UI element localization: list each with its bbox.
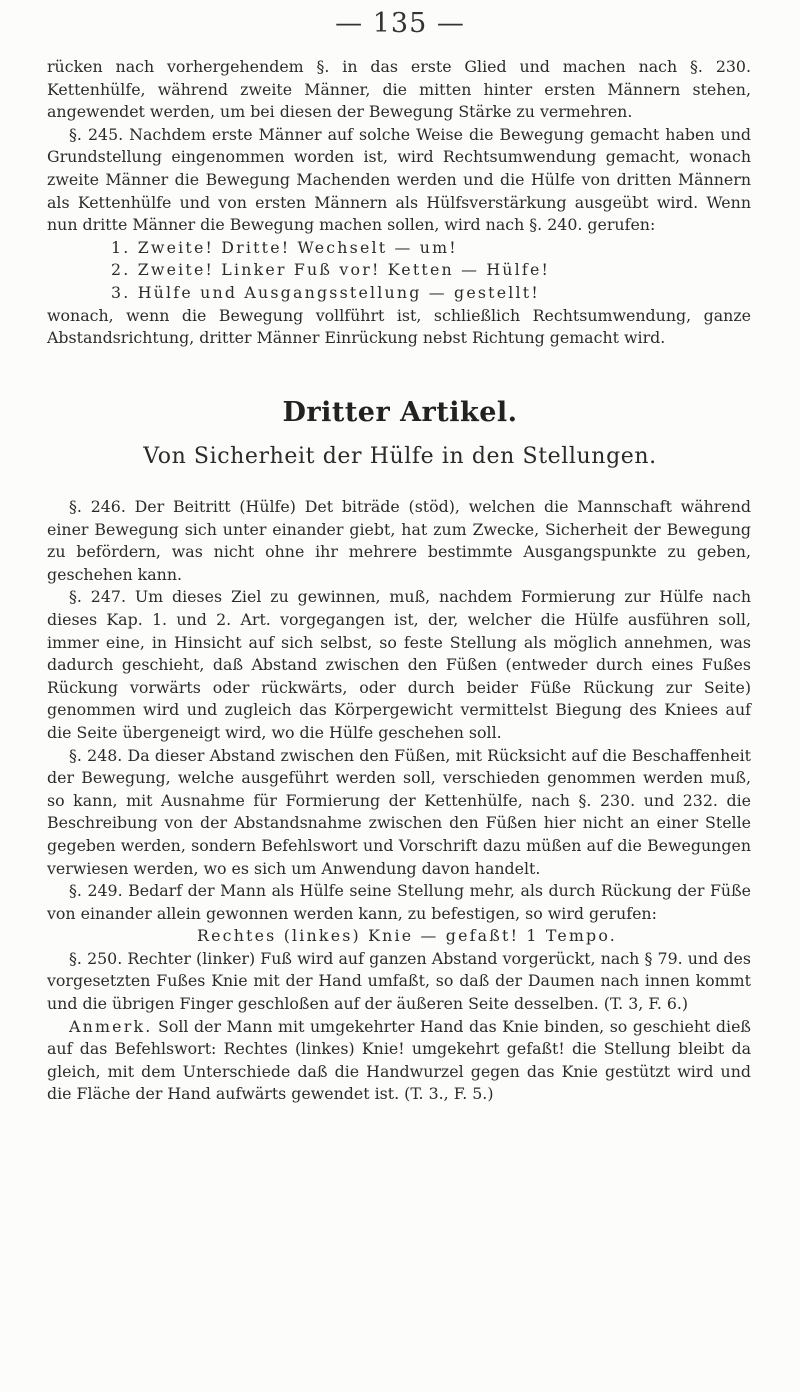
- annotation-text: Soll der Mann mit umgekehrter Hand das Knie binden, so geschieht dieß auf das Befehlswort: Rechtes (linkes) Knie! umgekehrt gefaßt! die Stellung bleibt da gleich, mit dem Unterschiede daß die Handwurzel gegen das Knie gestützt wird und die Fläche der Hand aufwärts gewendet ist. (T. 3., F. 5.): [47, 1016, 751, 1104]
- bottom-text-block: [47, 496, 751, 1106]
- article-heading: Dritter Artikel.: [282, 397, 518, 428]
- paragraph-245-end: wonach, wenn die Bewegung vollführt ist, schließlich Rechtsumwendung, ganze Abstandsrichtung, dritter Männer Einrückung nebst Richtung gemacht wird.: [47, 305, 751, 348]
- paragraph-245: §. 245. Nachdem erste Männer auf solche Weise die Bewegung gemacht haben und Grundstellung eingenommen worden ist, wird Rechtsumwendung gemacht, wonach zweite Männer die Bewegung Machenden werden und die Hülfe von dritten Männern als Kettenhülfe und von ersten Männern als Hülfsverstärkung ausgeübt wird. Wenn nun dritte Männer die Bewegung machen sollen, wird nach §. 240. gerufen:: [47, 124, 751, 235]
- command-line-3: 3. Hülfe und Ausgangsstellung — gestellt!: [111, 282, 540, 302]
- command-line-2: 2. Zweite! Linker Fuß vor! Ketten — Hülfe!: [111, 260, 551, 280]
- annotation: [47, 1016, 751, 1106]
- command-line-1: 1. Zweite! Dritte! Wechselt — um!: [111, 237, 458, 257]
- page-number: — 135 —: [335, 8, 465, 39]
- paragraph-250: §. 250. Rechter (linker) Fuß wird auf ganzen Abstand vorgerückt, nach § 79. und des vorgesetzten Fußes Knie mit der Hand umfaßt, so daß der Daumen nach innen kommt und die übrigen Finger geschloßen auf der äußeren Seite desselben. (T. 3, F. 6.): [47, 948, 751, 1014]
- article-subheading: Von Sicherheit der Hülfe in den Stellungen.: [143, 444, 657, 469]
- paragraph-246: §. 246. Der Beitritt (Hülfe) Det biträde (stöd), welchen die Mannschaft während einer Bewegung sich unter einander giebt, hat zum Zwecke, Sicherheit der Bewegung zu befördern, was nicht ohne ihr mehrere bestimmte Ausgangspunkte zu geben, geschehen kann.: [47, 497, 751, 584]
- annotation-label: Anmerk.: [69, 1016, 153, 1036]
- top-text-block: [47, 56, 751, 350]
- paragraph-248: §. 248. Da dieser Abstand zwischen den Füßen, mit Rücksicht auf die Beschaffenheit der Bewegung, welche ausgeführt werden soll, verschieden genommen werden muß, so kann, mit Ausnahme für Formierung der Kettenhülfe, nach §. 230. und 232. die Beschreibung von der Abstandsnahme zwischen den Füßen hier nicht an einer Stelle gegeben werden, sondern Befehlswort und Vorschrift dazu müßen auf die Bewegungen verwiesen werden, wo es sich um Anwendung davon handelt.: [47, 745, 751, 878]
- paragraph-247: §. 247. Um dieses Ziel zu gewinnen, muß, nachdem Formierung zur Hülfe nach dieses Kap. 1. und 2. Art. vorgegangen ist, der, welcher die Hülfe ausführen soll, immer eine, in Hinsicht auf sich selbst, so feste Stellung als möglich annehmen, was dadurch geschieht, daß Abstand zwischen den Füßen (entweder durch eines Fußes Rückung vorwärts oder rückwärts, oder durch beider Füße Rückung zur Seite) genommen wird und zugleich das Körpergewicht vermittelst Biegung des Kniees auf die Seite übergeneigt wird, wo die Hülfe geschehen soll.: [47, 587, 751, 742]
- paragraph-continuation: rücken nach vorhergehendem §. in das erste Glied und machen nach §. 230. Kettenhülfe, während zweite Männer, die mitten hinter ersten Männern stehen, angewendet werden, um bei diesen der Bewegung Stärke zu vermehren.: [47, 57, 751, 122]
- command-line-249: Rechtes (linkes) Knie — gefaßt! 1 Tempo.: [197, 926, 618, 946]
- paragraph-249: §. 249. Bedarf der Mann als Hülfe seine Stellung mehr, als durch Rückung der Füße von einander allein gewonnen werden kann, zu befestigen, so wird gerufen:: [47, 881, 751, 923]
